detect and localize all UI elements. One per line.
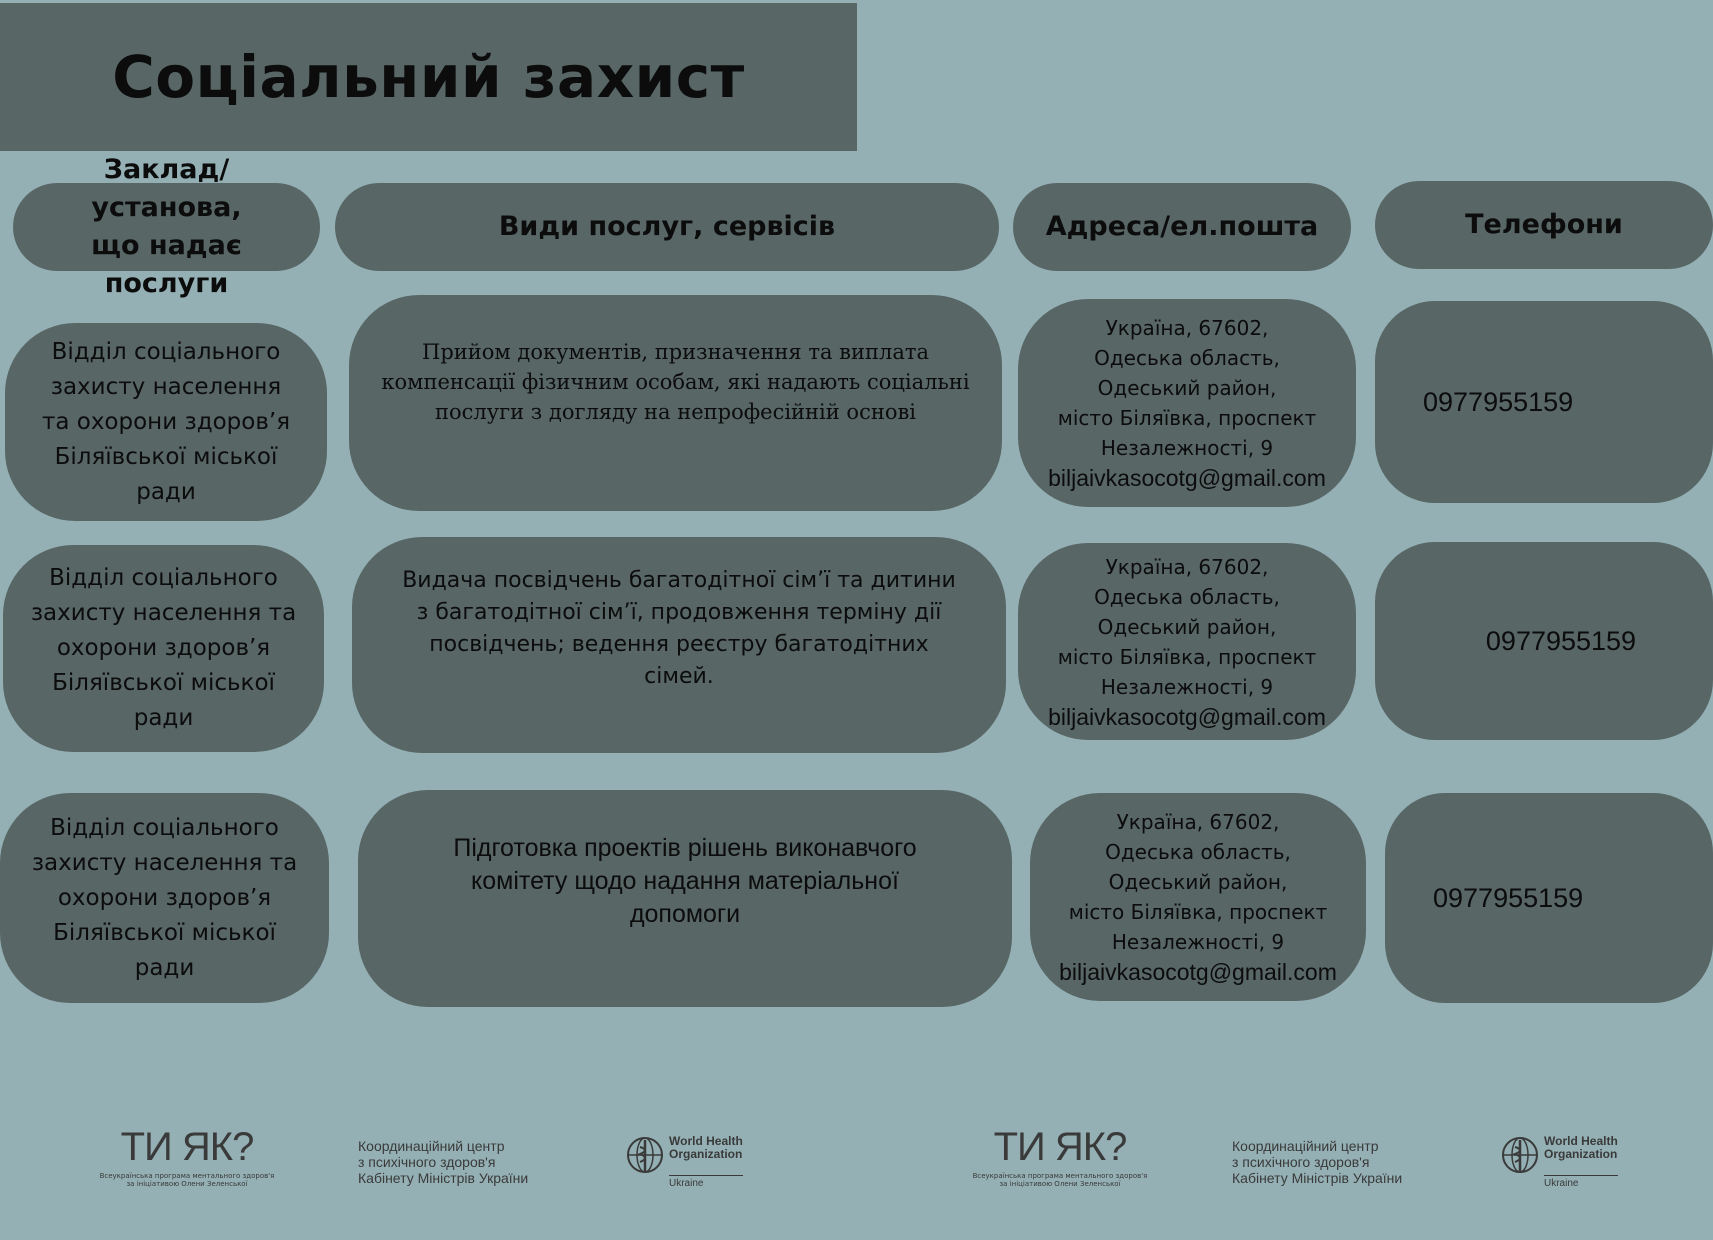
who-logo-repeat [1500,1135,1630,1205]
row-3-phone: 0977955159 [1385,793,1713,1003]
title-banner [0,3,857,151]
who-logo-name: World Health Organization [669,1134,743,1161]
header-services: Види послуг, сервісів [335,183,999,271]
row-2-address [1018,543,1356,740]
row-1-services: Прийом документів, призначення та виплата компенсації фізичним особам, які надають соціальні послуги з догляду на непрофесійній основі [349,295,1002,511]
who-emblem-icon [625,1135,665,1175]
header-institution: Заклад/установа, що надає послуги [13,183,320,271]
who-emblem-icon [1500,1135,1540,1175]
row-3-postal-address: Україна, 67602, Одеська область, Одеський район, місто Біляївка, проспект Незалежності, 9 [1068,810,1328,954]
who-logo-country-repeat: Ukraine [1544,1175,1618,1189]
coordination-center-logo-repeat: Координаційний центр з психічного здоров'я Кабінету Міністрів України [1232,1138,1403,1186]
row-3-address [1030,793,1366,1001]
row-2-postal-address: Україна, 67602, Одеська область, Одеський район, місто Біляївка, проспект Незалежності, 9 [1057,554,1317,699]
tyak-logo-text-repeat: ТИ ЯК? [993,1125,1127,1169]
tyak-logo [97,1125,277,1195]
row-2-institution: Відділ соціального захисту населення та охорони здоров’я Біляївської міської ради [3,545,324,752]
row-1-phone: 0977955159 [1375,301,1713,503]
row-2-phone: 0977955159 [1375,542,1713,740]
header-address: Адреса/ел.пошта [1013,183,1351,271]
row-3-institution: Відділ соціального захисту населення та охорони здоров’я Біляївської міської ради [0,793,329,1003]
row-2-services: Видача посвідчень багатодітної сім’ї та дитини з багатодітної сім’ї, продовження терміну дії посвідчень; ведення реєстру багатодітних сімей. [352,537,1006,753]
row-3-email: biljaivkasocotg@gmail.com [1059,959,1337,985]
header-phones: Телефони [1375,181,1713,269]
row-1-institution: Відділ соціального захисту населення та охорони здоров’я Біляївської міської ради [5,323,327,521]
row-1-postal-address: Україна, 67602, Одеська область, Одеський район, місто Біляївка, проспект Незалежності, 9 [1057,316,1317,460]
who-logo-country: Ukraine [669,1175,743,1189]
tyak-logo-text: ТИ ЯК? [120,1125,254,1169]
tyak-logo-caption-repeat: Всеукраїнська програма ментального здоров'я за ініціативою Олени Зеленської [972,1172,1148,1188]
who-logo-name-repeat: World Health Organization [1544,1134,1618,1161]
who-logo [625,1135,755,1205]
page-title: Соціальний захист [112,43,745,111]
row-1-address [1018,299,1356,507]
coordination-center-logo: Координаційний центр з психічного здоров'я Кабінету Міністрів України [358,1138,529,1186]
row-2-email: biljaivkasocotg@gmail.com [1048,703,1326,730]
tyak-logo-repeat [970,1125,1150,1195]
row-1-email: biljaivkasocotg@gmail.com [1048,465,1326,491]
tyak-logo-caption: Всеукраїнська програма ментального здоров'я за ініціативою Олени Зеленської [99,1172,275,1188]
row-3-services: Підготовка проектів рішень виконавчого комітету щодо надання матеріальної допомоги [358,790,1012,1007]
